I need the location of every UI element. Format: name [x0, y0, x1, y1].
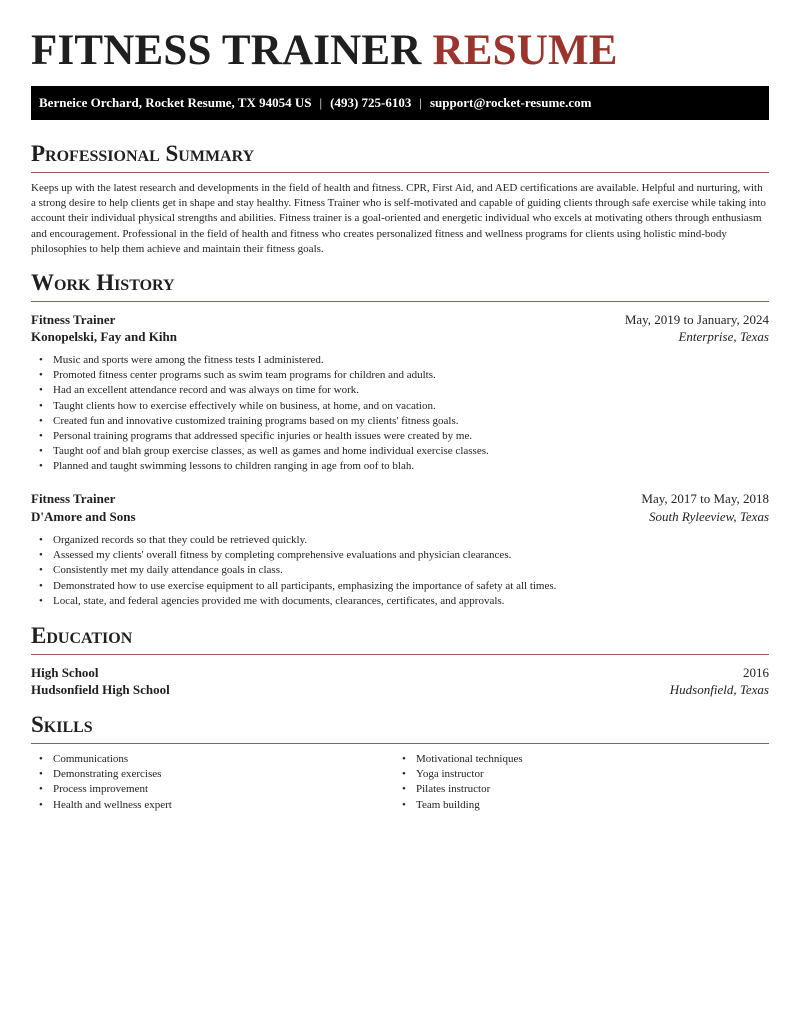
job-dates: May, 2017 to May, 2018 [641, 491, 769, 506]
education-location: Hudsonfield, Texas [669, 682, 769, 697]
list-item: • Process improvement [53, 782, 393, 797]
list-item: • Consistently met my daily attendance goals in class. [53, 563, 556, 578]
contact-bar [31, 86, 769, 120]
section-divider [31, 654, 769, 655]
job-title: Fitness Trainer [31, 491, 116, 506]
list-item: • Pilates instructor [416, 782, 756, 797]
job-location: Enterprise, Texas [678, 329, 769, 344]
list-item: • Health and wellness expert [53, 798, 393, 813]
title-main: FITNESS TRAINER [31, 27, 422, 74]
job-location: South Ryleeview, Texas [649, 509, 769, 524]
list-item: • Planned and taught swimming lessons to children ranging in age from oof to blah. [53, 459, 489, 474]
list-item: • Demonstrating exercises [53, 767, 393, 782]
contact-separator: | [319, 95, 323, 110]
skills-list-left [31, 752, 393, 813]
section-divider [31, 301, 769, 302]
list-item: • Motivational techniques [416, 752, 756, 767]
job-employer [31, 508, 769, 526]
job-company: D'Amore and Sons [31, 509, 136, 524]
section-divider [31, 172, 769, 173]
list-item: • Team building [416, 798, 756, 813]
list-item: • Created fun and innovative customized training programs based on my clients' fitness goals. [53, 414, 489, 429]
list-item: • Yoga instructor [416, 767, 756, 782]
job-dates: May, 2019 to January, 2024 [624, 312, 769, 327]
list-item: • Demonstrated how to use exercise equipment to all participants, emphasizing the importance of safety at all times. [53, 579, 556, 594]
list-item: • Organized records so that they could be retrieved quickly. [53, 533, 556, 548]
contact-address: Berneice Orchard, Rocket Resume, TX 94054 US [39, 95, 312, 110]
section-heading-skills: Skills [31, 712, 93, 737]
contact-separator: | [419, 95, 422, 110]
list-item: • Taught clients how to exercise effectively while on business, at home, and on vacation. [53, 399, 489, 414]
list-item: • Communications [53, 752, 393, 767]
contact-phone: (493) 725-6103 [330, 95, 412, 110]
education-school: Hudsonfield High School [31, 682, 170, 697]
job-title: Fitness Trainer [31, 312, 116, 327]
job-company: Konopelski, Fay and Kihn [31, 329, 177, 344]
section-heading-education: Education [31, 623, 133, 648]
education-degree: High School [31, 665, 99, 680]
title-accent: RESUME [432, 27, 618, 74]
list-item: • Promoted fitness center programs such as swim team programs for children and adults. [53, 368, 489, 383]
summary-text: Keeps up with the latest research and developments in the field of health and fitness. CPR, First Aid, and AED certifications are available. Helpful and nurturing, with a strong desire to help clients get in shape and stay healthy. Fitness Trainer who is self-motivated and capable of guiding clients through safe exercise while taking into account their individual physical strengths and abilities. Fitness trainer is a goal-oriented and energetic individual who excels at motivating others through enthusiasm and encouragement. Professional in the field of health and fitness who creates personalized fitness and wellness programs for clients using holistic mind-body philosophies to help them achieve and maintain their fitness goals. [31, 182, 766, 255]
skills-list-right [394, 752, 756, 813]
education-year: 2016 [743, 665, 769, 680]
contact-email: support@rocket-resume.com [429, 95, 592, 110]
job-header [31, 311, 769, 329]
section-heading-work-history: Work History [31, 270, 175, 295]
section-heading-summary: Professional Summary [31, 141, 255, 166]
list-item: • Assessed my clients' overall fitness by completing comprehensive evaluations and physician clearances. [53, 548, 556, 563]
job-duties-list [31, 353, 489, 475]
job-header [31, 490, 769, 508]
resume-title [31, 28, 618, 74]
list-item: • Taught oof and blah group exercise classes, as well as games and home individual exercise classes. [53, 444, 489, 459]
education-header [31, 664, 769, 682]
job-duties-list [31, 533, 556, 609]
job-employer [31, 328, 769, 346]
list-item: • Had an excellent attendance record and was always on time for work. [53, 383, 489, 398]
list-item: • Personal training programs that addressed specific injuries or health issues were created by me. [53, 429, 489, 444]
list-item: • Music and sports were among the fitness tests I administered. [53, 353, 489, 368]
education-school-row [31, 681, 769, 699]
section-divider [31, 743, 769, 744]
list-item: • Local, state, and federal agencies provided me with documents, clearances, certificates, and approvals. [53, 594, 556, 609]
